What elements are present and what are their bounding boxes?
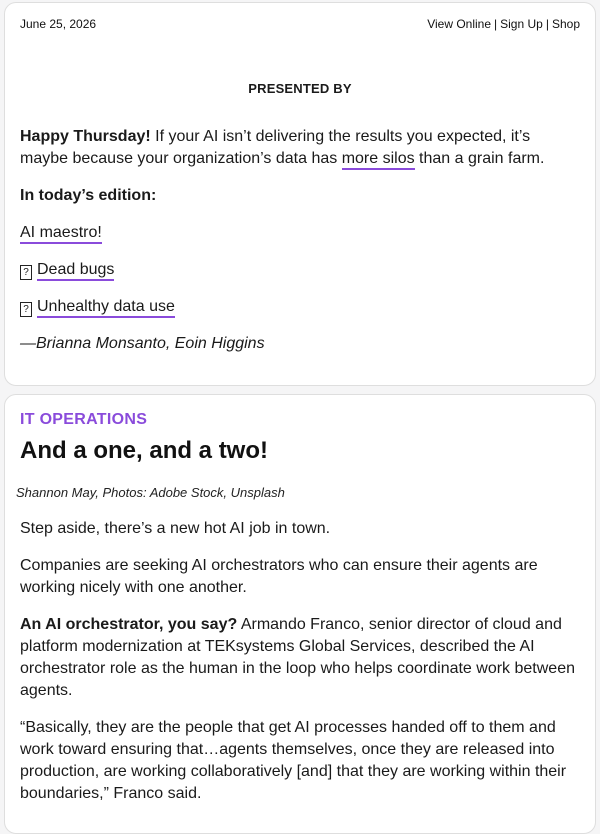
- article-paragraph-2: Companies are seeking AI orchestrators who can ensure their agents are working nicely with one another.: [20, 557, 538, 596]
- p3-text: Armando Franco, senior director of cloud and platform modernization at TEKsystems Global Services, described the AI orchestrator role as the human in the loop who helps coordinate work between agents.: [20, 616, 575, 699]
- top-bar: [20, 17, 580, 31]
- link-separator: |: [545, 17, 549, 31]
- article-paragraph-3: [20, 614, 580, 702]
- edition-item-1: [20, 222, 580, 244]
- article-paragraph-1: Step aside, there’s a new hot AI job in town.: [20, 520, 331, 537]
- greeting-bold: Happy Thursday!: [20, 128, 151, 145]
- ai-maestro-link[interactable]: AI maestro!: [20, 224, 102, 244]
- edition-item-3: [20, 296, 580, 318]
- dead-bugs-link[interactable]: Dead bugs: [37, 261, 114, 281]
- sign-up-link[interactable]: Sign Up: [500, 17, 543, 31]
- article-paragraph-4: “Basically, they are the people that get AI processes handed off to them and work toward ensuring that…agents themselves, once they are released into production, are working collaboratively [and] that they are working within their boundaries,” Franco said.: [20, 719, 567, 802]
- presented-by-label: PRESENTED BY: [248, 81, 352, 96]
- unhealthy-data-use-link[interactable]: Unhealthy data use: [37, 298, 175, 318]
- greeting-text: If your AI isn’t delivering the results you expected, it’s maybe because your organization’s data has: [20, 128, 531, 167]
- article-card: [4, 394, 596, 834]
- header-links: [427, 17, 580, 31]
- greeting-end: than a grain farm.: [414, 150, 545, 167]
- link-separator: |: [494, 17, 498, 31]
- photo-credit: Shannon May, Photos: Adobe Stock, Unsplash: [16, 485, 285, 500]
- view-online-link[interactable]: View Online: [427, 17, 492, 31]
- section-label: IT OPERATIONS: [20, 411, 148, 428]
- article-headline: And a one, and a two!: [20, 437, 269, 464]
- edition-item-2: [20, 259, 580, 281]
- intro-paragraph: [20, 126, 580, 170]
- p3-bold-lead: An AI orchestrator, you say?: [20, 616, 238, 633]
- newsletter-date: June 25, 2026: [20, 17, 97, 31]
- data-emoji-icon: ?: [20, 302, 32, 317]
- intro-card: [4, 2, 596, 386]
- edition-heading: In today’s edition:: [20, 187, 157, 204]
- signature: —Brianna Monsanto, Eoin Higgins: [20, 335, 265, 352]
- more-silos-link[interactable]: more silos: [342, 150, 415, 170]
- bug-emoji-icon: ?: [20, 265, 32, 280]
- shop-link[interactable]: Shop: [551, 17, 580, 31]
